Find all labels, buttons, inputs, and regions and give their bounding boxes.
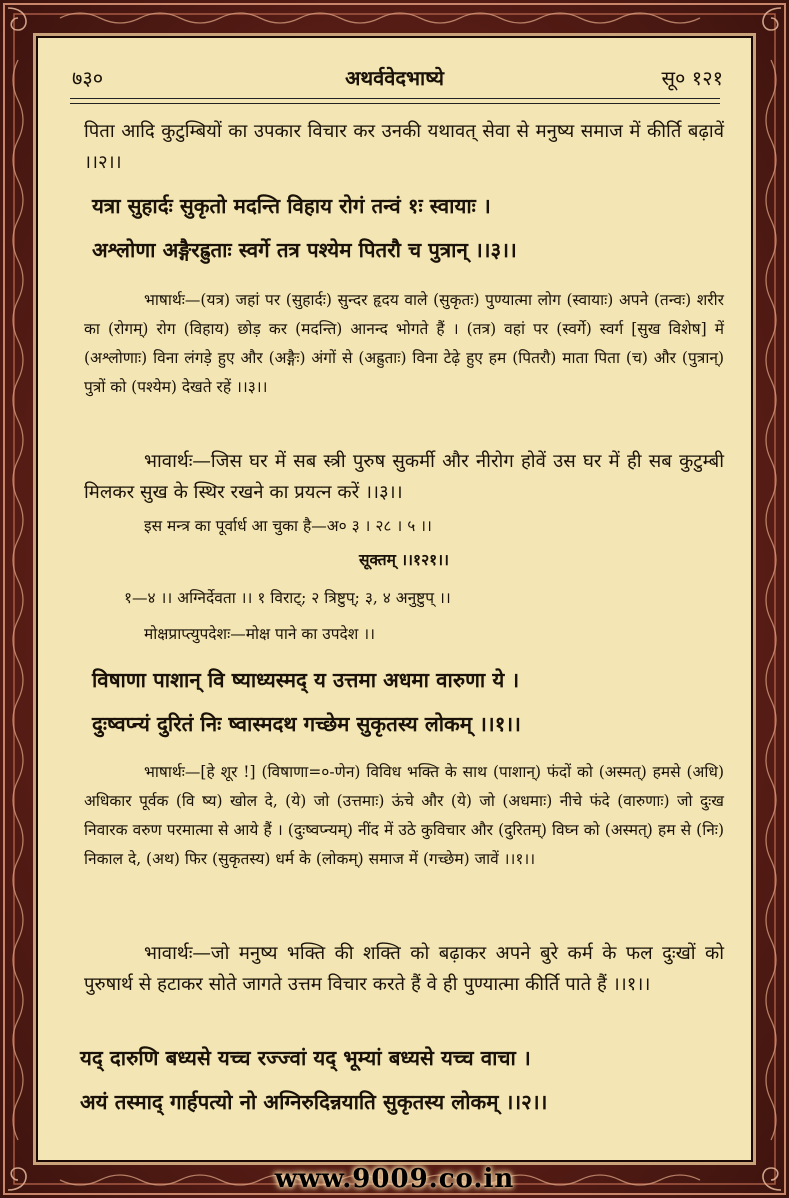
verse-3-line-2: अश्लोणा अङ्गैरह्रुताः स्वर्गे तत्र पश्येम पितरौ च पुत्रान् ।।३।। [92, 238, 517, 262]
devata-line [84, 584, 724, 613]
bhashartha-1-text: भाषार्थः—[हे शूर !] (विषाणा=०-णेन) विविध भक्ति के साथ (पाशान्) फंदों को (अस्मत्) हमसे (अधि) अधिकार पूर्वक (वि ष्य) खोल दे, (ये) जो (उत्तमाः) ऊंचे और (ये) जो (अधमाः) नीचे फंदे (वारुणाः) जो दुःख निवारक वरुण परमात्मा से आये हैं । (दुःष्वप्न्यम्) नींद में उठे कुविचार और (दुरितम्) विघ्न को (अस्मत्) हम से (निः) निकाल दे, (अथ) फिर (सुकृतस्य) धर्म के (लोकम्) समाज में (गच्छेम) जावें ।।१।। [84, 763, 724, 868]
verse-1-line-1: विषाणा पाशान् वि ष्याध्यस्मद् य उत्तमा अधमा वारुणा ये । [92, 668, 520, 692]
bhavartha-3-text: भावार्थः—जिस घर में सब स्त्री पुरुष सुकर्मी और नीरोग होवें उस घर में ही सब कुटुम्बी मिलकर सुख के स्थिर रखने का प्रयत्न करें ।।३।। [84, 451, 724, 503]
header-rule [70, 98, 720, 104]
verse-2-line-1: यद् दारुणि बध्यसे यच्च रज्ज्वां यद् भूम्यां बध्यसे यच्च वाचा । [80, 1046, 531, 1070]
bhavartha-1-text: भावार्थः—जो मनुष्य भक्ति की शक्ति को बढ़ाकर अपने बुरे कर्म के फल दुःखों को पुरुषार्थ से हटाकर सोते जागते उत्तम विचार करते हैं वे ही पुण्यात्मा कीर्ति पाते हैं ।।१।। [84, 943, 724, 995]
verse-1 [92, 658, 732, 746]
verse-2 [80, 1036, 720, 1124]
bhavartha-3 [84, 446, 724, 508]
verse-1-line-2: दुःष्वप्न्यं दुरितं निः ष्वास्मदथ गच्छेम सुकृतस्य लोकम् ।।१।। [92, 712, 521, 736]
intro-paragraph [84, 116, 724, 178]
bhashartha-3-text: भाषार्थः—(यत्र) जहां पर (सुहार्दः) सुन्दर हृदय वाले (सुकृतः) पुण्यात्मा लोग (स्वायाः) अपने (तन्वः) शरीर का (रोगम्) रोग (विहाय) छोड़ कर (मदन्ति) आनन्द भोगते हैं । (तत्र) वहां पर (स्वर्गे) स्वर्ग [सुख विशेष] में (अश्लोणाः) विना लंगड़े हुए और (अङ्गैः) अंगों से (अह्रुताः) विना टेढ़े हुए हम (पितरौ) माता पिता (च) और (पुत्रान्) पुत्रों को (पश्येम) देखते रहें ।।३।। [84, 291, 724, 396]
upadesha-text: मोक्षप्राप्त्युपदेशः—मोक्ष पाने का उपदेश ।। [144, 625, 375, 643]
devata-text: १—४ ।। अग्निर्देवता ।। १ विराट्; २ त्रिष्टुप्; ३, ४ अनुष्टुप् ।। [124, 589, 451, 607]
verse-3-line-1: यत्रा सुहार्दः सुकृतो मदन्ति विहाय रोगं तन्वं १ः स्वायाः । [92, 194, 491, 218]
intro-text: पिता आदि कुटुम्बियों का उपकार विचार कर उनकी यथावत् सेवा से मनुष्य समाज में कीर्ति बढ़ावें ।।२।। [84, 121, 724, 173]
verse-2-line-2: अयं तस्माद् गार्हपत्यो नो अग्निरुदिन्नयाति सुकृतस्य लोकम् ।।२।। [80, 1090, 548, 1114]
upadesha-line [84, 620, 724, 649]
book-page [36, 36, 753, 1162]
note-text: इस मन्त्र का पूर्वार्ध आ चुका है—अ० ३ । २८ । ५ ।। [144, 517, 432, 535]
page-header [66, 62, 723, 96]
sukta-reference: सू० १२१ [661, 66, 723, 90]
sukta-title: सूक्तम् ।।१२१।। [359, 550, 449, 569]
bhashartha-1 [84, 758, 724, 874]
reference-note [84, 512, 724, 541]
page-number: ७३० [72, 66, 104, 90]
verse-3 [92, 184, 732, 272]
website-watermark: www.9009.co.in [274, 1164, 515, 1194]
book-title: अथर्ववेदभाष्ये [345, 66, 444, 90]
bhashartha-3 [84, 286, 724, 402]
bhavartha-1 [84, 938, 724, 1000]
